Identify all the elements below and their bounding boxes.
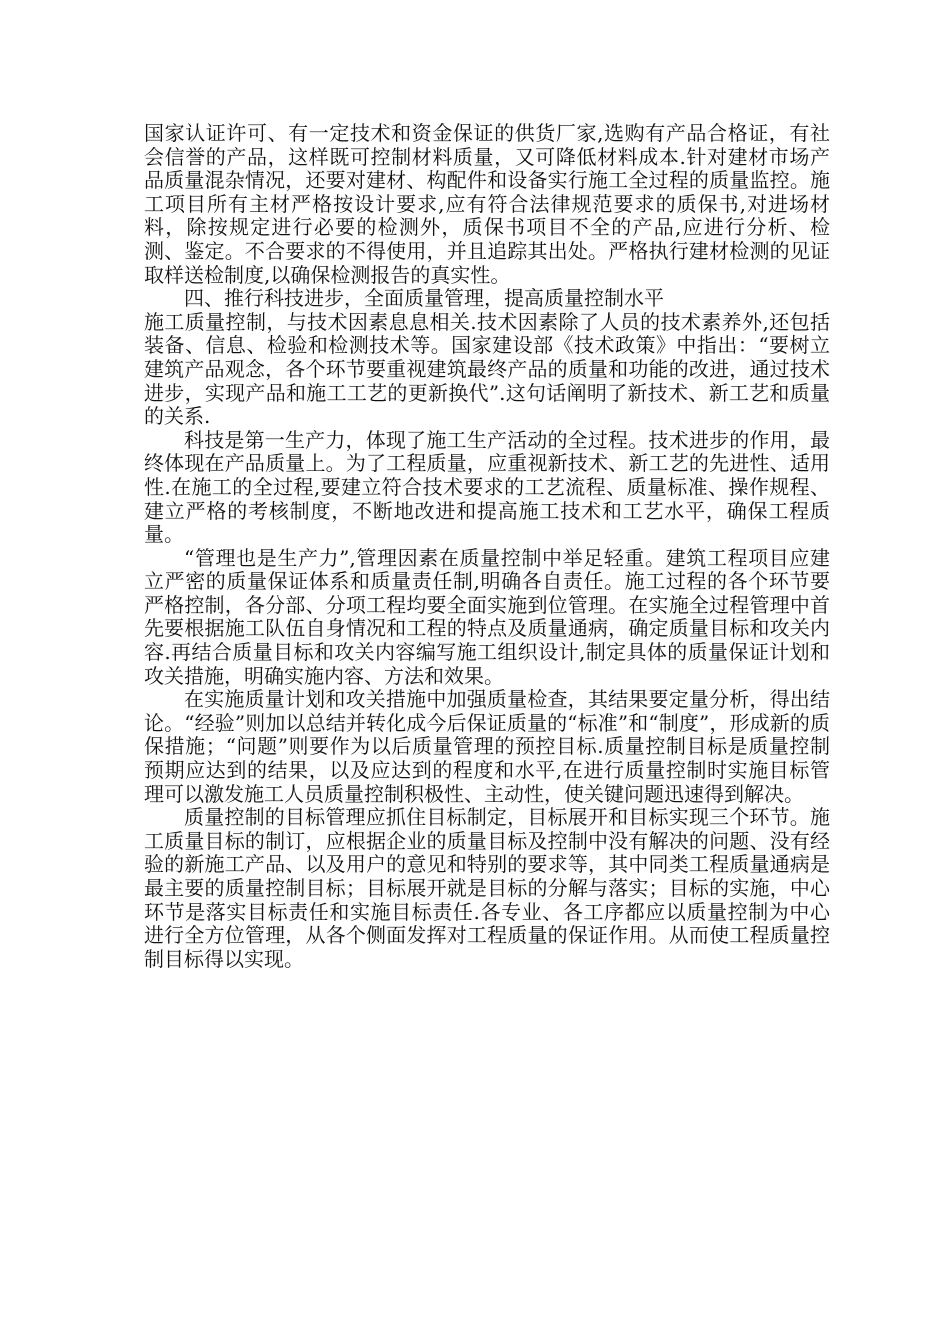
paragraph-target-management: 质量控制的目标管理应抓住目标制定，目标展开和目标实现三个环节。施工质量目标的制订，应根据企业的质量目标及控制中没有解决的问题、没有经验的新施工产品、以及用户的意见和特别的要求等，其中同类工程质量通病是最主要的质量控制目标；目标展开就是目标的分解与落实；目标的实施，中心环节是落实目标责任和实施目标责任.各专业、各工序都应以质量控制为中心进行全方位管理，从各个侧面发挥对工程质量的保证作用。从而使工程质量控制目标得以实现。 <box>144 805 830 971</box>
paragraph-management-factors: “管理也是生产力”,管理因素在质量控制中举足轻重。建筑工程项目应建立严密的质量保证体系和质量责任制,明确各自责任。施工过程的各个环节要严格控制，各分部、分项工程均要全面实施到位管理。在实施全过程管理中首先要根据施工队伍自身情况和工程的特点及质量通病，确定质量目标和攻关内容.再结合质量目标和攻关内容编写施工组织设计,制定具体的质量保证计划和攻关措施，明确实施内容、方法和效果。 <box>144 545 830 688</box>
document-body <box>144 122 830 971</box>
paragraph-technical-factors: 施工质量控制，与技术因素息息相关.技术因素除了人员的技术素养外,还包括装备、信息、检验和检测技术等。国家建设部《技术政策》中指出：“要树立建筑产品观念，各个环节要重视建筑最终产品的质量和功能的改进，通过技术进步，实现产品和施工工艺的更新换代”.这句话阐明了新技术、新工艺和质量的关系. <box>144 309 830 429</box>
paragraph-quality-inspection: 在实施质量计划和攻关措施中加强质量检查，其结果要定量分析，得出结论。“经验”则加以总结并转化成今后保证质量的“标准”和“制度”，形成新的质保措施；“问题”则要作为以后质量管理的预控目标.质量控制目标是质量控制预期应达到的结果，以及应达到的程度和水平,在进行质量控制时实施目标管理可以激发施工人员质量控制积极性、主动性，使关键问题迅速得到解决。 <box>144 687 830 806</box>
paragraph-technology-progress: 科技是第一生产力，体现了施工生产活动的全过程。技术进步的作用，最终体现在产品质量上。为了工程质量，应重视新技术、新工艺的先进性、适用性.在施工的全过程,要建立符合技术要求的工艺流程、质量标准、操作规程、建立严格的考核制度，不断地改进和提高施工技术和工艺水平，确保工程质量。 <box>144 427 830 547</box>
paragraph-material-supply: 国家认证许可、有一定技术和资金保证的供货厂家,选购有产品合格证，有社会信誉的产品，这样既可控制材料质量，又可降低材料成本.针对建材市场产品质量混杂情况，还要对建材、构配件和设备实行施工全过程的质量监控。施工项目所有主材严格按设计要求,应有符合法律规范要求的质保书,对进场材料，除按规定进行必要的检测外，质保书项目不全的产品,应进行分析、检测、鉴定。不合要求的不得使用，并且追踪其出处。严格执行建材检测的见证取样送检制度,以确保检测报告的真实性。 <box>144 121 830 287</box>
section-heading-four: 四、推行科技进步，全面质量管理，提高质量控制水平 <box>184 286 664 311</box>
